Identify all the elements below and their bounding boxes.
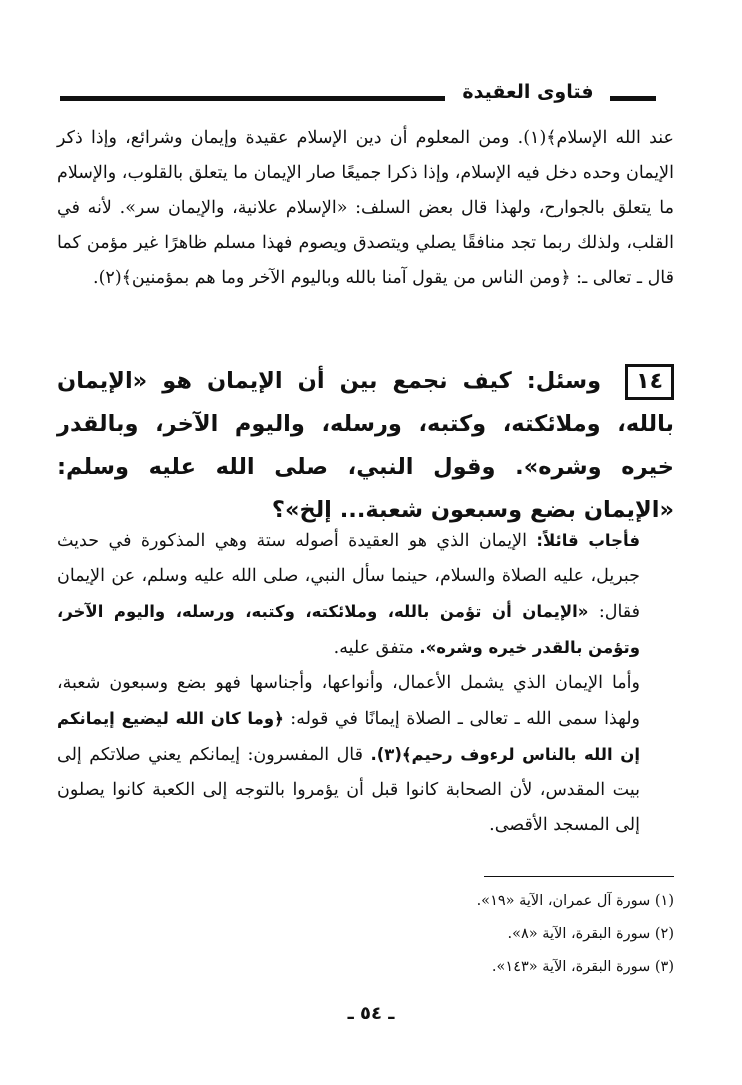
answer-lead: فأجاب قائلاً:	[536, 531, 640, 550]
footnote-separator	[484, 876, 674, 877]
footnote-3: (٣) سورة البقرة، الآية «١٤٣».	[491, 959, 674, 975]
question-number: ١٤	[625, 364, 674, 400]
answer-para2-start: وأما الإيمان الذي يشمل الأعمال، وأنواعها، وأجناسها فهو بضع وسبعون شعبة، ولهذا سمى الله ـ تعالى ـ الصلاة إيمانًا في قوله:	[57, 673, 640, 729]
answer-block	[57, 523, 674, 843]
answer-part-2: متفق عليه.	[333, 638, 414, 658]
paragraph-1: عند الله الإسلام﴾(١). ومن المعلوم أن دين الإسلام عقيدة وإيمان وشرائع، وإذا ذكر الإيمان وحده دخل فيه الإسلام، وإذا ذكرا جميعًا صار الإيمان ما يتعلق بالقلوب، والإسلام ما يتعلق بالجوارح، ولهذا قال بعض السلف: «الإسلام علانية، والإيمان سر». لأنه في القلب، ولذلك ربما تجد منافقًا يصلي ويتصدق ويصوم فهذا مسلم ظاهرًا غير مؤمن كما قال ـ تعالى ـ: ﴿ومن الناس من يقول آمنا بالله وباليوم الآخر وما هم بمؤمنين﴾(٢).	[57, 128, 674, 288]
answer-paragraph-1	[57, 523, 674, 666]
footnote-1: (١) سورة آل عمران، الآية «١٩».	[476, 893, 674, 909]
header-rule-long	[60, 96, 445, 101]
page-number: ـ ٥٤ ـ	[347, 1003, 395, 1024]
header-rule-short	[610, 96, 656, 101]
question-block	[57, 360, 674, 532]
footnotes	[360, 885, 674, 984]
paragraph-continuation	[57, 121, 674, 296]
running-header	[0, 0, 742, 120]
footnote-2: (٢) سورة البقرة، الآية «٨».	[507, 926, 674, 942]
header-title: فتاوى العقيدة	[462, 81, 594, 103]
answer-hadith-quote: «الإيمان أن تؤمن بالله، وملائكته، وكتبه، ورسله، واليوم الآخر، وتؤمن بالقدر خيره وشره».	[57, 602, 640, 657]
answer-para2-end: قال المفسرون: إيمانكم يعني صلاتكم إلى بيت المقدس، لأن الصحابة كانوا قبل أن يؤمروا بالتوجه إلى الكعبة كانوا يصلون إلى المسجد الأقصى.	[57, 745, 640, 835]
answer-verse: ﴿وما كان الله ليضيع إيمانكم إن الله بالناس لرءوف رحيم﴾(٣).	[57, 709, 640, 764]
question-text: وسئل: كيف نجمع بين أن الإيمان هو «الإيمان بالله، وملائكته، وكتبه، ورسله، واليوم الآخر، وبالقدر خيره وشره». وقول النبي، صلى الله عليه وسلم: «الإيمان بضع وسبعون شعبة... إلخ»؟	[57, 368, 674, 523]
answer-paragraph-2	[57, 666, 674, 843]
answer-part-1: الإيمان الذي هو العقيدة أصوله ستة وهي المذكورة في حديث جبريل، عليه الصلاة والسلام، حينما سأل النبي، صلى الله عليه وسلم، عن الإيمان فقال:	[57, 531, 640, 622]
